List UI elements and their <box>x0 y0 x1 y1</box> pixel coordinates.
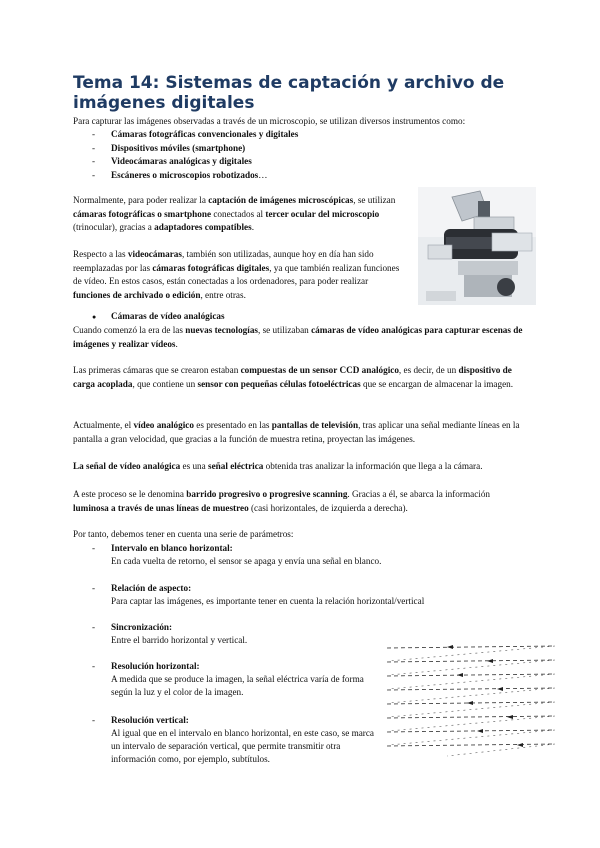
list-item: - Videocámaras analógicas y digitales <box>92 156 252 166</box>
captacion-paragraph: Normalmente, para poder realizar la captación de imágenes microscópicas, se utilizan cámaras fotográficas o smartphone conectados al tercer ocular del microscopio (trinocular), gracias a adaptadores compatibles. <box>73 195 396 232</box>
param-item: - Sincronización: Entre el barrido horizontal y vertical. <box>92 622 248 645</box>
intro-paragraph: Para capturar las imágenes observadas a través de un microscopio, se utilizan diversos instrumentos como: <box>73 116 466 126</box>
list-item: - Dispositivos móviles (smartphone) <box>92 142 246 153</box>
section-heading: ● Cámaras de vídeo analógicas <box>92 310 342 323</box>
videocamaras-paragraph: Respecto a las videocámaras, también son utilizadas, aunque hoy en día han sido reemplazadas por las cámaras fotográficas digitales, ya que también realizan funciones de vídeo. En estos casos, están conectadas a los ordenadores, para poder realizar funciones de archivado o edición, entre otras. <box>73 249 400 300</box>
instrument-list <box>92 128 422 182</box>
ccd-paragraph: Las primeras cámaras que se crearon estaban compuestas de un sensor CCD analógico, es decir, de un dispositivo de carga acoplada, que contiene un sensor con pequeñas células fotoeléctricas que se encargan de almacenar la imagen. <box>73 365 514 389</box>
era-paragraph: Cuando comenzó la era de las nuevas tecnologías, se utilizaban cámaras de vídeo analógicas para capturar escenas de imágenes y realizar vídeos. <box>73 325 523 349</box>
scan-lines-illustration <box>387 642 559 758</box>
tv-paragraph: Actualmente, el vídeo analógico es presentado en las pantallas de televisión, tras aplicar una señal mediante líneas en la pantalla a gran velocidad, que gracias a la función de muestra retina, proyectan las imágenes. <box>73 420 520 444</box>
params-intro: Por tanto, debemos tener en cuenta una serie de parámetros: <box>73 529 294 539</box>
list-item: - Cámaras fotográficas convencionales y digitales <box>92 129 299 139</box>
param-item: - Resolución horizontal: A medida que se produce la imagen, la señal eléctrica varía de forma según la luz y el color de la imagen. <box>92 661 364 698</box>
param-item: - Intervalo en blanco horizontal: En cada vuelta de retorno, el sensor se apaga y envía una señal en blanco. <box>92 543 382 566</box>
param-item: - Resolución vertical: Al igual que en el intervalo en blanco horizontal, en este caso, se marca un intervalo de separación vertical, que permite transmitir otra información como, por ejemplo, subtítulos. <box>92 715 375 765</box>
microscope-photo <box>418 187 536 305</box>
senal-paragraph: La señal de vídeo analógica es una señal eléctrica obtenida tras analizar la información que llega a la cámara. <box>73 461 483 471</box>
param-item: - Relación de aspecto: Para captar las imágenes, es importante tener en cuenta la relación horizontal/vertical <box>92 583 425 606</box>
barrido-paragraph: A este proceso se le denomina barrido progresivo o progresive scanning. Gracias a él, se abarca la información luminosa a través de unas líneas de muestreo (casi horizontales, de izquierda a derecha). <box>73 489 491 513</box>
list-item: - Escáneres o microscopios robotizados… <box>92 169 268 180</box>
bullet-icon: ● <box>92 313 97 321</box>
page-title: Tema 14: Sistemas de captación y archivo de imágenes digitales <box>73 73 505 113</box>
